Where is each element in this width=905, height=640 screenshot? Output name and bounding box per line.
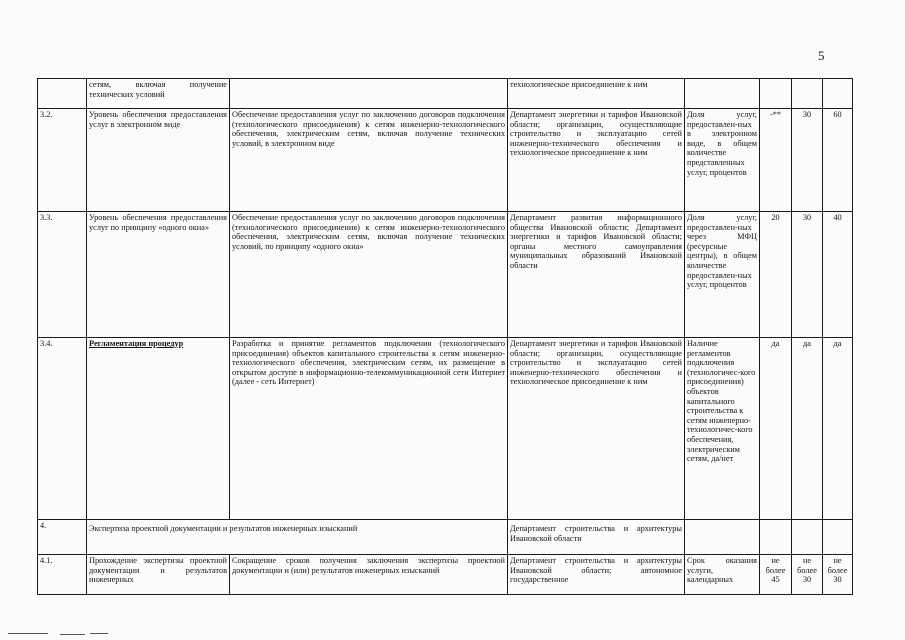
cell-measure: Сокращение сроков получения заключения экспертизы проектной документации и (или) результатов инженерных изысканий: [230, 555, 508, 595]
cell-responsible: Департамент строительства и архитектуры Ивановской области; автономное государственное: [508, 555, 685, 595]
cell-num: 3.2.: [38, 109, 87, 212]
cell-responsible: Департамент развития информационного общества Ивановской области; Департамент энергетики и тарифов Ивановской области; органы местного самоуправления муниципальных образований Ивановской области: [508, 212, 685, 338]
cell-value-3: не более 30: [823, 555, 853, 595]
section-responsible: Департамент строительства и архитектуры Ивановской области: [508, 520, 685, 555]
table-row: [38, 212, 853, 338]
cell-num: [38, 79, 87, 109]
cell-value-2: да: [792, 338, 823, 520]
table-row: [38, 555, 853, 595]
cell-value-1: да: [760, 338, 792, 520]
cell-responsible: технологическое присоединение к ним: [508, 79, 685, 109]
cell-unit: Наличие регламентов подключения (технологичес-кого присоединения) объектов капитального строительства к сетям инженерно-технологичес-кого обеспечения, электрическим сетям, да/нет: [685, 338, 760, 520]
cell-num: 3.4.: [38, 338, 87, 520]
cell-indicator: сетям, включая получение технических условий: [87, 79, 230, 109]
section-num: 4.: [38, 520, 87, 555]
cell-value-3: [823, 79, 853, 109]
cell-indicator: Уровень обеспечения предоставления услуг по принципу «одного окна»: [87, 212, 230, 338]
table-row: [38, 109, 853, 212]
cell-responsible: Департамент энергетики и тарифов Ивановской области; организации, осуществляющие строительство и эксплуатацию сетей инженерно-технического обеспечения и технологическое присоединение к ним: [508, 338, 685, 520]
cell-value-1: -**: [760, 109, 792, 212]
scan-artifact-marks: [0, 632, 120, 638]
section-row: [38, 520, 853, 555]
cell-value-2: не более 30: [792, 555, 823, 595]
cell-indicator: Регламентация процедур: [87, 338, 230, 520]
cell-indicator: Уровень обеспечения предоставления услуг в электронном виде: [87, 109, 230, 212]
cell-value-2: [792, 520, 823, 555]
cell-value-3: да: [823, 338, 853, 520]
cell-measure: [230, 79, 508, 109]
cell-value-3: 60: [823, 109, 853, 212]
cell-unit: Доля услуг, предоставлен-ных через МФЦ (ресурсные центры), в общем количестве предоставлен-ных услуг, процентов: [685, 212, 760, 338]
cell-value-1: [760, 79, 792, 109]
cell-value-1: 20: [760, 212, 792, 338]
cell-unit: Срок оказания услуги, календарных: [685, 555, 760, 595]
cell-unit: Доля услуг, предоставлен-ных в электронном виде, в общем количестве представленных услуг, процентов: [685, 109, 760, 212]
cell-measure: Разработка и принятие регламентов подключения (технологического присоединения) объектов капитального строительства к сетям инженерно-технологического обеспечения, электрическим сетям, их размещение в открытом доступе в информационно-телекоммуникационной сети Интернет (далее - сеть Интернет): [230, 338, 508, 520]
cell-num: 3.3.: [38, 212, 87, 338]
page-number: 5: [818, 48, 825, 63]
cell-value-1: не более 45: [760, 555, 792, 595]
cell-value-3: [823, 520, 853, 555]
measures-table: [37, 78, 853, 595]
cell-indicator: Прохождение экспертизы проектной документации и результатов инженерных: [87, 555, 230, 595]
cell-unit: [685, 520, 760, 555]
cell-value-3: 40: [823, 212, 853, 338]
cell-responsible: Департамент энергетики и тарифов Ивановской области; организации, осуществляющие строительство и эксплуатацию сетей инженерно-технического обеспечения и технологическое присоединение к ним: [508, 109, 685, 212]
cell-unit: [685, 79, 760, 109]
cell-num: 4.1.: [38, 555, 87, 595]
section-title: Экспертиза проектной документации и результатов инженерных изысканий: [87, 520, 508, 555]
cell-value-1: [760, 520, 792, 555]
cell-value-2: 30: [792, 109, 823, 212]
table-row-continued: [38, 79, 853, 109]
cell-measure: Обеспечение предоставления услуг по заключению договоров подключения (технологического присоединения) к сетям инженерно-технологического обеспечения, электрическим сетям, включая получение технических условий, в электронном виде: [230, 109, 508, 212]
cell-value-2: [792, 79, 823, 109]
cell-value-2: 30: [792, 212, 823, 338]
table-row: [38, 338, 853, 520]
cell-measure: Обеспечение предоставления услуг по заключению договоров подключения (технологического присоединения) к сетям инженерно-технологического обеспечения, электрическим сетям, включая получение технических условий, по принципу «одного окна»: [230, 212, 508, 338]
